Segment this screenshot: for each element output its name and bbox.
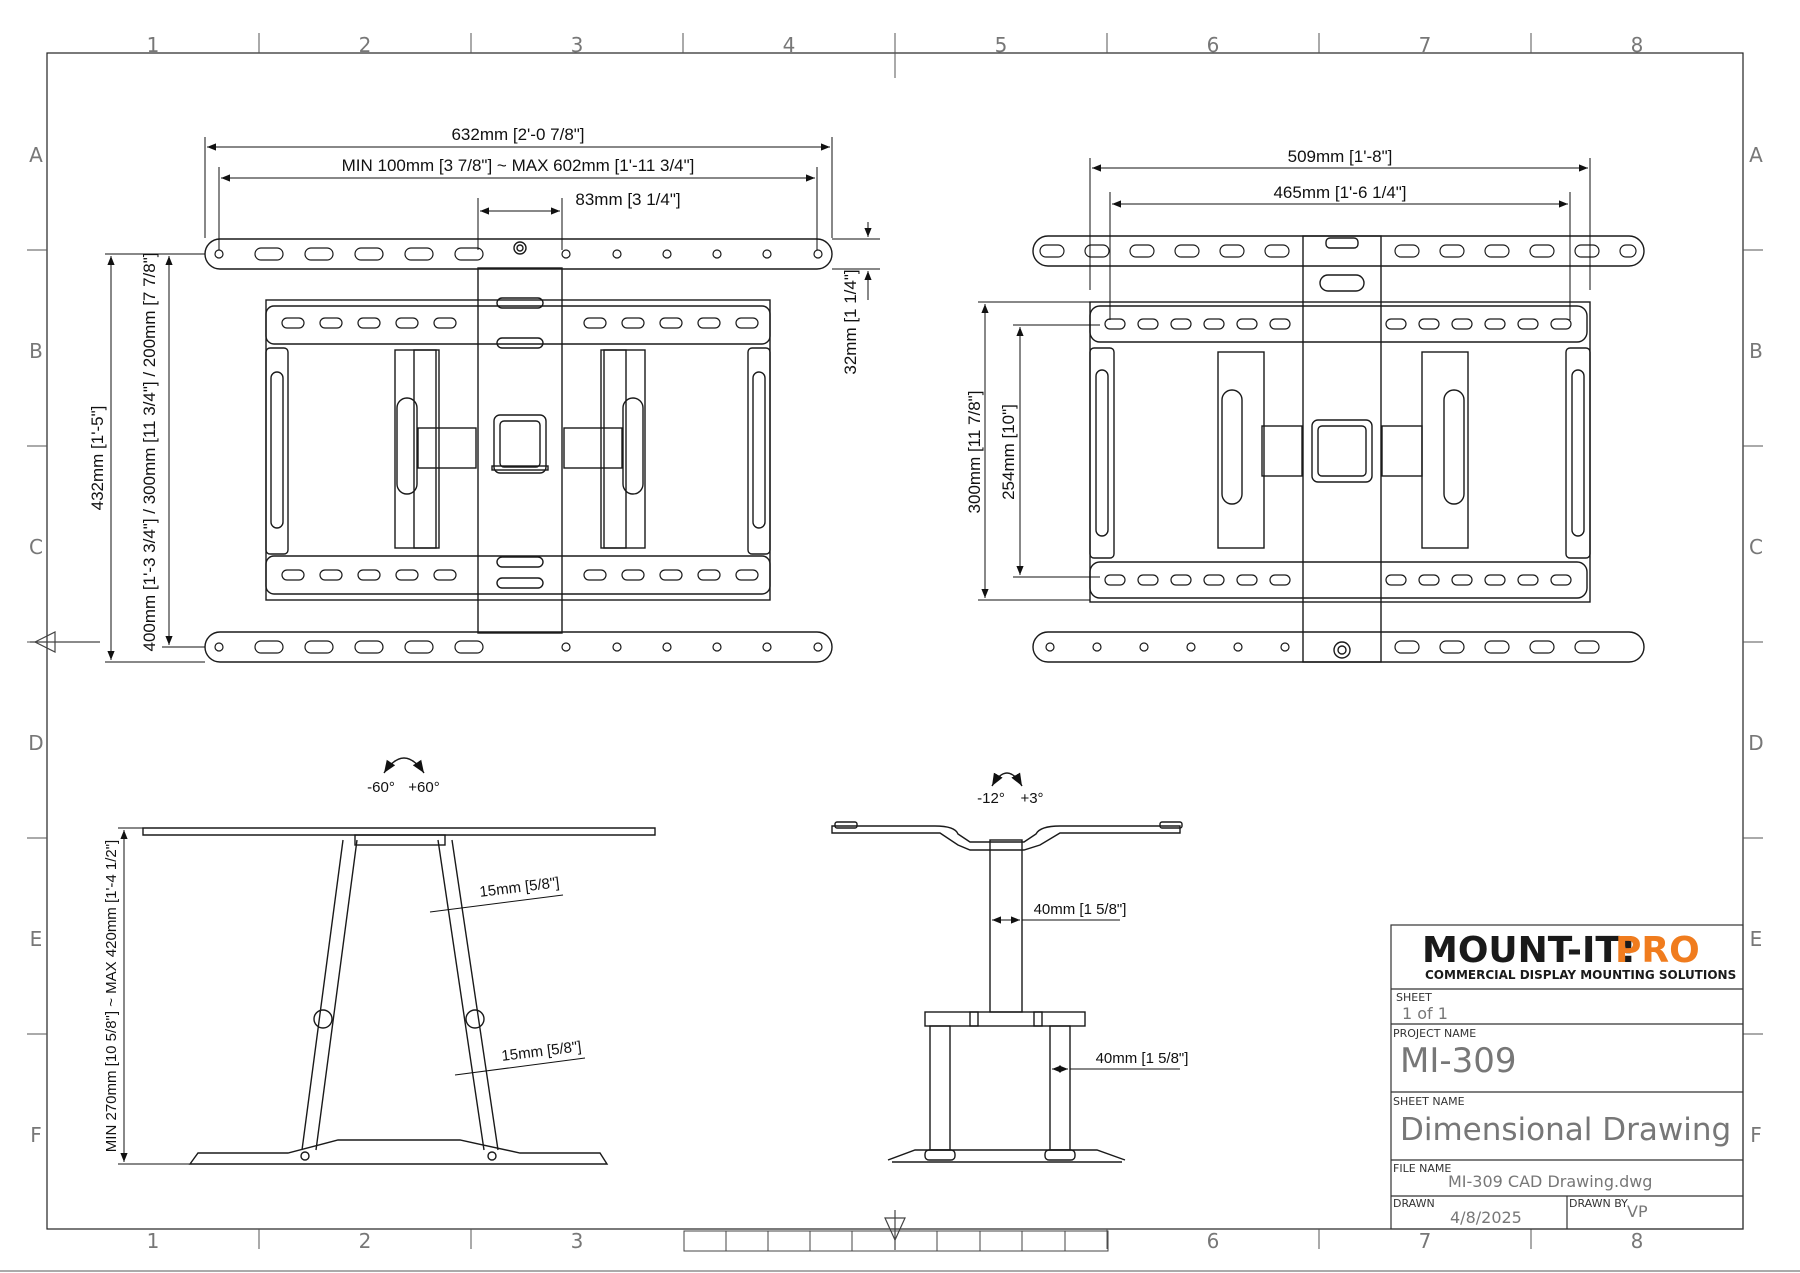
zone-col-8-bottom: 8	[1630, 1229, 1644, 1253]
front-view-rail-slots	[215, 248, 822, 653]
front-view-labels	[88, 125, 860, 652]
rear-view-labels	[965, 147, 1407, 513]
tilt-left-12: -12°	[977, 790, 1005, 807]
zone-row-f-right: F	[1750, 1123, 1762, 1147]
zone-col-6-bottom: 6	[1206, 1229, 1220, 1253]
dim-front-width-range: MIN 100mm [3 7/8"] ~ MAX 602mm [1'-11 3/4"]	[341, 156, 695, 175]
title-block-fields	[1393, 991, 1731, 1227]
dim-side-arm-upper: 15mm [5/8"]	[478, 874, 561, 901]
project-name-label: PROJECT NAME	[1393, 1027, 1477, 1040]
zone-row-c-right: C	[1749, 535, 1763, 559]
dim-rear-height-outer: 300mm [11 7/8"]	[965, 390, 984, 514]
zone-col-6-top: 6	[1206, 33, 1220, 57]
file-name-label: FILE NAME	[1393, 1162, 1452, 1175]
top-view	[832, 773, 1182, 1162]
dim-rear-width-overall: 509mm [1'-8"]	[1287, 147, 1393, 166]
dim-rear-width-inner: 465mm [1'-6 1/4"]	[1273, 183, 1407, 202]
dim-front-rail-height: 32mm [1 1/4"]	[841, 269, 860, 375]
scale-bar	[684, 1231, 1108, 1251]
zone-col-3-top: 3	[570, 33, 584, 57]
front-view	[205, 239, 832, 662]
rear-view	[1033, 236, 1644, 662]
top-view-dimensions	[992, 920, 1180, 1069]
tilt-right-60: +60°	[408, 779, 440, 796]
sheet-value: 1 of 1	[1402, 1004, 1448, 1023]
zone-row-d-right: D	[1748, 731, 1764, 755]
zone-ticks	[0, 33, 1800, 1271]
tilt-right-3: +3°	[1020, 790, 1044, 807]
center-marker-bottom-icon	[885, 1210, 905, 1250]
dim-front-width-overall: 632mm [2'-0 7/8"]	[451, 125, 585, 144]
sheet-label: SHEET	[1396, 991, 1432, 1004]
logo-main-text: MOUNT-IT!	[1422, 930, 1637, 971]
zone-col-2-bottom: 2	[358, 1229, 372, 1253]
zone-row-a-right: A	[1749, 143, 1763, 167]
drawn-by-value: VP	[1627, 1202, 1648, 1221]
dim-front-height-vesa: 400mm [1'-3 3/4"] / 300mm [11 3/4"] / 200mm [7 7/8"]	[140, 252, 159, 652]
center-marker-left-icon	[30, 632, 100, 652]
zone-col-7-bottom: 7	[1418, 1229, 1432, 1253]
sheet-name-value: Dimensional Drawing	[1400, 1112, 1732, 1148]
drawn-by-label: DRAWN BY	[1569, 1197, 1628, 1210]
zone-col-5-top: 5	[994, 33, 1008, 57]
zone-row-e-left: E	[29, 927, 43, 951]
sheet-name-label: SHEET NAME	[1393, 1095, 1465, 1108]
zone-row-c-left: C	[29, 535, 43, 559]
dim-front-offset: 83mm [3 1/4"]	[575, 190, 681, 209]
zone-row-f-left: F	[30, 1123, 42, 1147]
logo-tagline: COMMERCIAL DISPLAY MOUNTING SOLUTIONS	[1425, 968, 1737, 982]
zone-col-3-bottom: 3	[570, 1229, 584, 1253]
zone-row-e-right: E	[1749, 927, 1763, 951]
rear-view-dimensions	[978, 158, 1590, 600]
zone-row-b-left: B	[29, 339, 43, 363]
dim-top-post-upper: 40mm [1 5/8"]	[1033, 901, 1127, 918]
zone-col-2-top: 2	[358, 33, 372, 57]
logo-pro-text: PRO	[1615, 930, 1700, 971]
zone-row-d-left: D	[28, 731, 44, 755]
dim-top-post-lower: 40mm [1 5/8"]	[1095, 1050, 1189, 1067]
drawn-date-value: 4/8/2025	[1450, 1208, 1522, 1227]
title-block-logo	[1422, 930, 1736, 982]
dim-side-arm-lower: 15mm [5/8"]	[500, 1038, 583, 1065]
project-name-value: MI-309	[1400, 1041, 1517, 1081]
zone-col-8-top: 8	[1630, 33, 1644, 57]
tilt-left-60: -60°	[367, 779, 395, 796]
dim-side-extension: MIN 270mm [10 5/8"] ~ MAX 420mm [1'-4 1/2"]	[103, 839, 120, 1153]
zone-row-a-left: A	[29, 143, 43, 167]
drawn-label: DRAWN	[1393, 1197, 1435, 1210]
dim-rear-height-inner: 254mm [10"]	[999, 404, 1018, 500]
zone-col-4-top: 4	[782, 33, 796, 57]
zone-row-b-right: B	[1749, 339, 1763, 363]
file-name-value: MI-309 CAD Drawing.dwg	[1448, 1172, 1653, 1191]
zone-col-7-top: 7	[1418, 33, 1432, 57]
zone-col-1-bottom: 1	[146, 1229, 160, 1253]
dim-front-height-overall: 432mm [1'-5"]	[88, 405, 107, 511]
side-view	[143, 758, 655, 1164]
front-view-dimensions	[105, 137, 880, 662]
zone-col-1-top: 1	[146, 33, 160, 57]
